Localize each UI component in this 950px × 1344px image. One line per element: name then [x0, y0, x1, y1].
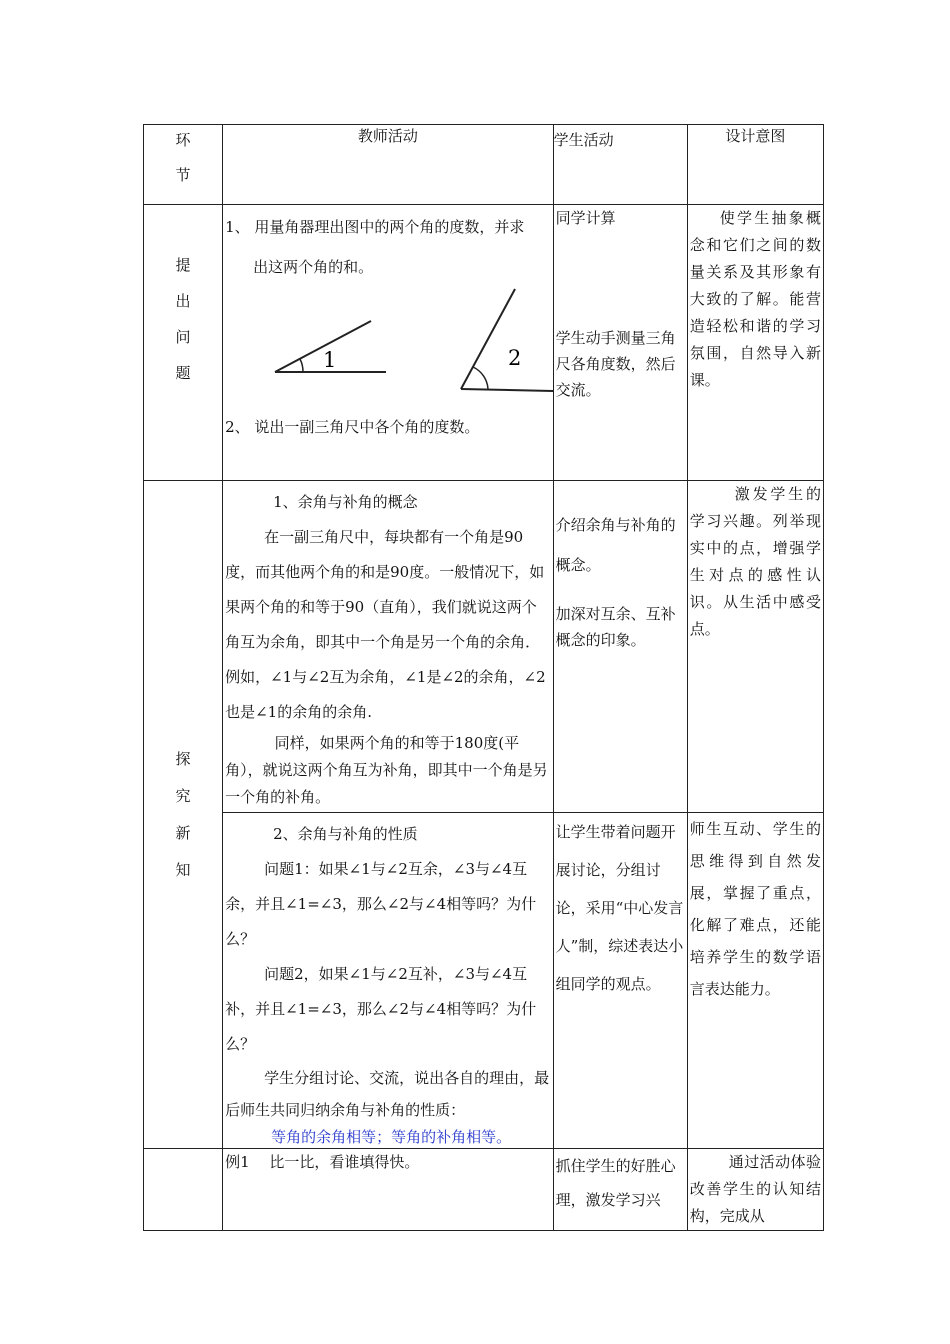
- header-stage-cell: [144, 125, 223, 205]
- teacher-cell-example: [223, 1149, 553, 1231]
- teacher-cell-raise-question: [223, 205, 553, 481]
- intent-concept: 激发学生的学习兴趣。列举现实中的点，增强学生对点的感性认识。从生活中感受点。: [689, 485, 821, 638]
- lesson-plan-table: [143, 124, 824, 1231]
- row-explore-b: [144, 813, 824, 1149]
- student-cell-example: [553, 1149, 687, 1231]
- stage-char: 提: [175, 256, 191, 274]
- question-2: 问题2，如果∠1与∠2互补，∠3与∠4互补，并且∠1=∠3，那么∠2与∠4相等吗？为什么？: [225, 965, 537, 1053]
- student-example: 抓住学生的好胜心理，激发学习兴: [555, 1157, 676, 1209]
- stage-char: 新: [175, 823, 191, 842]
- angle-2-figure: [461, 289, 553, 391]
- stage-char: 问: [175, 328, 191, 346]
- example-1: 例1 比一比，看谁填得快。: [225, 1153, 420, 1171]
- property-title: 2、余角与补角的性质: [273, 825, 418, 843]
- intent-cell-property: [687, 813, 823, 1149]
- stage-char: 出: [175, 292, 191, 310]
- teacher-item1-line1: 1、 用量角器理出图中的两个角的度数，并求: [225, 218, 525, 236]
- intent-cell-raise-question: [687, 205, 823, 481]
- stage-char: 探: [175, 749, 191, 768]
- intent-property: 师生互动、学生的思维得到自然发展，掌握了重点，化解了难点，还能培养学生的数学语言表达能力。: [689, 820, 821, 998]
- concept-paragraph-2: 同样，如果两个角的和等于180度(平角），就说这两个角互为补角，即其中一个角是另一个角的补角。: [225, 734, 548, 806]
- concept-title: 1、余角与补角的概念: [273, 493, 418, 511]
- intent-example: 通过活动体验改善学生的认知结构，完成从: [689, 1153, 821, 1225]
- angle-1-label: 1: [323, 348, 337, 372]
- header-intent: 设计意图: [687, 125, 823, 205]
- student-concept-line2: 加深对互余、互补概念的印象。: [555, 605, 676, 649]
- teacher-item1-line2: 出这两个角的和。: [253, 258, 374, 276]
- intent-cell-example: [687, 1149, 823, 1231]
- row-raise-question: [144, 205, 824, 481]
- header-row: [144, 125, 824, 205]
- teacher-item1: [223, 205, 552, 287]
- stage-cell-raise-question: [144, 205, 223, 481]
- student-property: 让学生带着问题开展讨论，分组讨论，采用“中心发言人”制，综述表达小组同学的观点。: [555, 823, 684, 993]
- stage-char: 究: [175, 786, 191, 805]
- stage-char: 题: [175, 364, 191, 382]
- student-cell-property: [553, 813, 687, 1149]
- angles-figure: [223, 287, 553, 402]
- stage-char: 知: [175, 860, 191, 879]
- student-line2: 学生动手测量三角尺各角度数，然后交流。: [555, 329, 676, 399]
- student-concept-line1: 介绍余角与补角的概念。: [555, 516, 676, 574]
- property-conclusion: 等角的余角相等；等角的补角相等。: [271, 1128, 512, 1146]
- header-student: 学生活动: [553, 125, 687, 205]
- header-stage-line2: 节: [175, 166, 191, 184]
- teacher-cell-property: [223, 813, 553, 1149]
- student-line1: 同学计算: [555, 209, 616, 227]
- discussion-paragraph: 学生分组讨论、交流，说出各自的理由，最后师生共同归纳余角与补角的性质：: [225, 1069, 550, 1119]
- student-cell-raise-question: [553, 205, 687, 481]
- angle-2-label: 2: [508, 346, 522, 370]
- concept-paragraph-1: 在一副三角尺中，每块都有一个角是90度，而其他两个角的和是90度。一般情况下，如果两个角的和等于90（直角），我们就说这两个角互为余角，即其中一个角是另一个角的余角．例如，∠1与∠2互为余角，∠1是∠2的余角，∠2也是∠1的余角的余角.: [225, 528, 546, 721]
- teacher-item2: 2、 说出一副三角尺中各个角的度数。: [225, 418, 480, 436]
- stage-cell-example: [144, 1149, 223, 1231]
- header-teacher: 教师活动: [223, 125, 553, 205]
- row-example: [144, 1149, 824, 1231]
- angle-1-figure: [275, 321, 386, 372]
- teacher-cell-concept: [223, 481, 553, 813]
- question-1: 问题1：如果∠1与∠2互余，∠3与∠4互余，并且∠1=∠3，那么∠2与∠4相等吗？为什么？: [225, 860, 537, 948]
- stage-cell-explore: [144, 481, 223, 1149]
- intent-raise-question: 使学生抽象概念和它们之间的数量关系及其形象有大致的了解。能营造轻松和谐的学习氛围，自然导入新课。: [689, 209, 821, 389]
- row-explore-a: [144, 481, 824, 813]
- intent-cell-concept: [687, 481, 823, 813]
- header-stage-line1: 环: [175, 131, 191, 149]
- student-cell-concept: [553, 481, 687, 813]
